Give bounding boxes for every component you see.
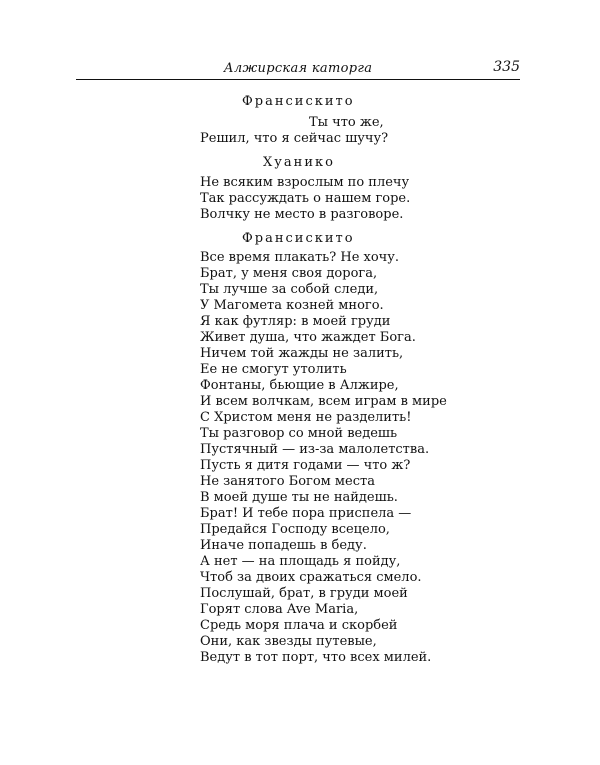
verse-line: Я как футляр: в моей груди xyxy=(200,314,391,329)
verse-line: Предайся Господу всецело, xyxy=(200,522,390,537)
verse-line: У Магомета козней много. xyxy=(200,298,384,313)
verse-line: Не занятого Богом места xyxy=(200,474,375,489)
verse-line: Фонтаны, бьющие в Алжире, xyxy=(200,378,399,393)
verse-line: Иначе попадешь в беду. xyxy=(200,538,367,553)
verse-line: Ничем той жажды не залить, xyxy=(200,346,404,361)
speaker-name: Хуанико xyxy=(263,155,335,170)
verse-line: Пустячный — из-за малолетства. xyxy=(200,442,430,457)
verse-line: Ты что же, xyxy=(309,115,384,130)
verse-line: С Христом меня не разделить! xyxy=(200,410,412,425)
verse-line: Решил, что я сейчас шучу? xyxy=(200,131,389,146)
verse-line: Живет душа, что жаждет Бога. xyxy=(200,330,416,345)
verse-line: Не всяким взрослым по плечу xyxy=(200,175,410,190)
running-head xyxy=(76,59,520,81)
page-number: 335 xyxy=(493,59,520,75)
verse-line: Чтоб за двоих сражаться смело. xyxy=(200,570,422,585)
verse-line: Ее не смогут утолить xyxy=(200,362,347,377)
verse-line: Ты лучше за собой следи, xyxy=(200,282,379,297)
running-title: Алжирская каторга xyxy=(223,61,373,76)
verse-line: Так рассуждать о нашем горе. xyxy=(200,191,411,206)
verse-line: Волчку не место в разговоре. xyxy=(200,207,404,222)
header-rule xyxy=(76,79,520,80)
verse-line: Брат! И тебе пора приспела — xyxy=(200,506,412,521)
verse-line: Пусть я дитя годами — что ж? xyxy=(200,458,411,473)
verse-line: Средь моря плача и скорбей xyxy=(200,618,398,633)
verse-line: Все время плакать? Не хочу. xyxy=(200,250,400,265)
speaker-name: Франсискито xyxy=(242,231,355,246)
speaker-name: Франсискито xyxy=(242,94,355,109)
verse-line: Брат, у меня своя дорога, xyxy=(200,266,378,281)
verse-line: И всем волчкам, всем играм в мире xyxy=(200,394,447,409)
verse-line: В моей душе ты не найдешь. xyxy=(200,490,398,505)
verse-line: А нет — на площадь я пойду, xyxy=(200,554,401,569)
verse-line: Послушай, брат, в груди моей xyxy=(200,586,408,601)
verse-line: Ведут в тот порт, что всех милей. xyxy=(200,650,432,665)
verse-line: Ты разговор со мной ведешь xyxy=(200,426,398,441)
verse-line: Горят слова Ave Maria, xyxy=(200,602,359,617)
verse-line: Они, как звезды путевые, xyxy=(200,634,377,649)
